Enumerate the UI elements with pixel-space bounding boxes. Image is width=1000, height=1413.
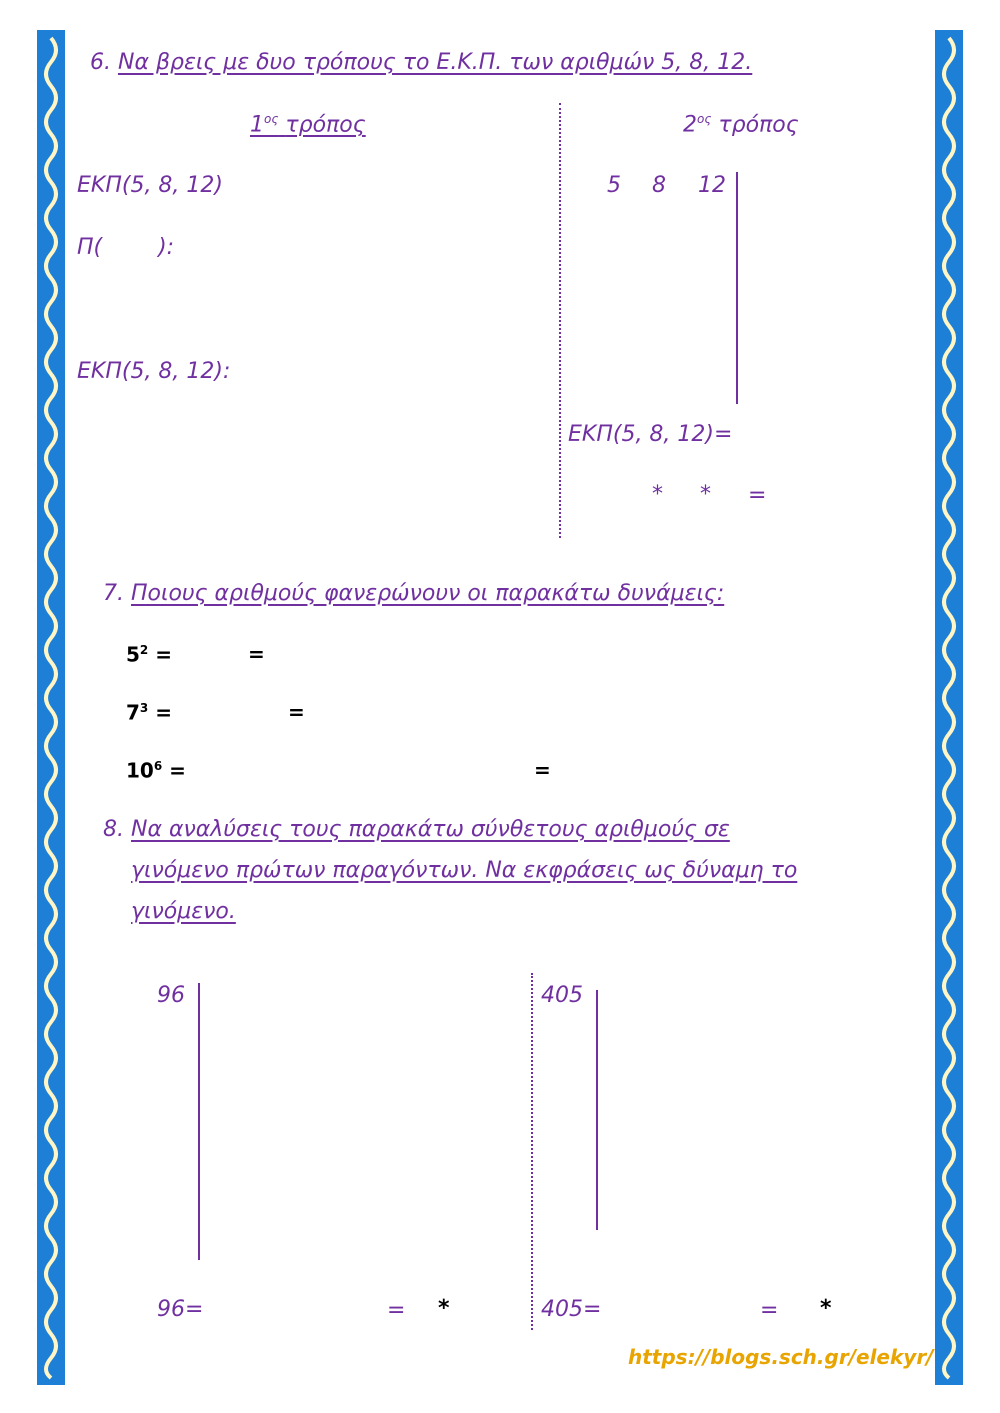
q8-number: 8. <box>103 817 124 842</box>
q7-heading <box>103 583 724 605</box>
power-1-exponent: 2 <box>139 643 149 657</box>
power-3-equals: = <box>169 758 186 783</box>
power-5-squared <box>126 644 172 665</box>
ekp-line-2: ΕΚΠ(5, 8, 12): <box>77 359 231 384</box>
result-equals: = <box>748 483 767 508</box>
star-1: * <box>652 482 663 507</box>
division-number-8: 8 <box>652 173 666 198</box>
way1-heading <box>250 113 366 136</box>
power-2-exponent: 3 <box>139 701 149 715</box>
division-number-5: 5 <box>607 173 621 198</box>
power-10-to-6 <box>126 760 186 781</box>
q6-heading <box>90 52 752 74</box>
result-405: 405= <box>541 1297 602 1322</box>
power-2-second-equals: = <box>288 700 305 724</box>
way2-word: τρόπος <box>718 112 799 138</box>
way1-word: τρόπος <box>285 112 366 138</box>
q6-title: Να βρεις με δυο τρόπους το Ε.Κ.Π. των αριθμών 5, 8, 12. <box>118 50 753 75</box>
way2-heading <box>683 113 799 136</box>
q7-title: Ποιους αριθμούς φανερώνουν οι παρακάτω δυνάμεις: <box>131 581 725 606</box>
division-line-96 <box>198 983 200 1260</box>
q8-line-3: γινόμενο. <box>131 899 236 924</box>
result-96-equals: = <box>387 1298 406 1323</box>
power-1-equals: = <box>155 642 173 667</box>
ekp-result: ΕΚΠ(5, 8, 12)= <box>568 422 733 447</box>
left-decorative-border <box>37 30 65 1385</box>
power-7-cubed <box>126 702 172 723</box>
pi-line: Π( ): <box>77 235 175 260</box>
power-1-second-equals: = <box>248 642 265 666</box>
way2-number: 2 <box>683 112 697 138</box>
number-405: 405 <box>541 983 583 1008</box>
power-3-base: 10 <box>126 758 154 783</box>
q6-division-line <box>736 172 738 404</box>
way2-superscript: ος <box>697 112 712 126</box>
division-line-405 <box>596 990 598 1230</box>
result-405-star: * <box>820 1296 832 1321</box>
power-3-second-equals: = <box>534 758 551 782</box>
result-405-equals: = <box>760 1298 779 1323</box>
power-1-base: 5 <box>126 642 140 667</box>
power-3-exponent: 6 <box>153 759 163 773</box>
q7-number: 7. <box>103 581 124 606</box>
result-96-star: * <box>438 1296 450 1321</box>
way1-number: 1 <box>250 112 264 138</box>
way1-superscript: ος <box>264 112 279 126</box>
footer-url[interactable]: https://blogs.sch.gr/elekyr/ <box>628 1345 934 1369</box>
right-decorative-border <box>935 30 963 1385</box>
q8-column-divider <box>531 973 533 1330</box>
ekp-line-1: ΕΚΠ(5, 8, 12) <box>77 173 223 198</box>
number-96: 96 <box>157 983 185 1008</box>
power-2-base: 7 <box>126 700 140 725</box>
q8-line-1: Να αναλύσεις τους παρακάτω σύνθετους αριθμούς σε <box>131 817 730 842</box>
q6-number: 6. <box>90 50 111 75</box>
q8-heading-line1 <box>103 819 730 841</box>
result-96: 96= <box>157 1297 204 1322</box>
star-2: * <box>700 482 711 507</box>
q8-line-2: γινόμενο πρώτων παραγόντων. Να εκφράσεις ως δύναμη το <box>131 858 798 883</box>
q6-column-divider <box>559 103 561 538</box>
power-2-equals: = <box>155 700 173 725</box>
division-number-12: 12 <box>698 173 726 198</box>
